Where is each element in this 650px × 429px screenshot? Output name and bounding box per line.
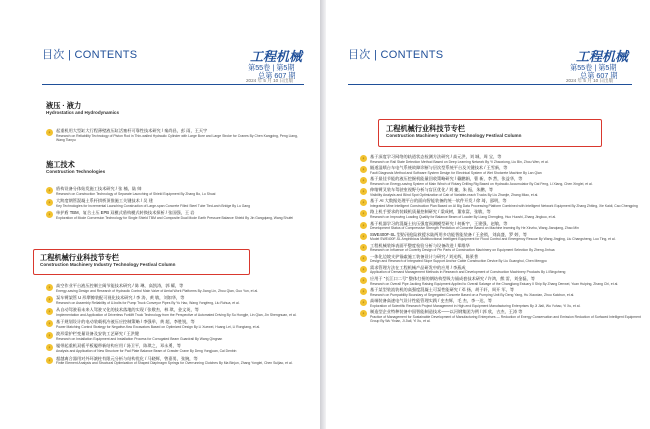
list-item[interactable]: p 履带起重机双板平板履带新结构应用 / 汤卫平，陈琪之，邓永勇，等 Analysis and Application of New Structure for Pad Plate Balance Beam of Crawler Crane By Deng Yongjuan, Cai Denbin	[46, 343, 304, 353]
article-list	[46, 283, 304, 366]
list-item[interactable]: p 制造型企业特种装备中国智能制造技术——以河钢集团为例 / 郭 欣，吉杰，王涛 等 Practice of Management for Sustainable Development of Manufacturing Enterprises — Reduction of Energy Conservation and Emission Reduction of Surfaced Intelligent Equipment Group By Wu Yixian, Ji Jiali, Yi Xu, et al.	[360, 309, 642, 324]
page-number-badge-icon: p	[46, 284, 53, 291]
section-heading: 液压 · 液力 Hydrostatics and Hydrodynamics	[46, 101, 120, 115]
page-number-badge-icon: p	[46, 199, 53, 206]
page-number-badge-icon: p	[360, 288, 367, 295]
list-item[interactable]: p 波形梁护栏变量设备及安装工艺研究 / 王洪键 Research on Installation Equipment and Installation Process for Corrugated Beam Guardrail By Wang Qingnan	[46, 331, 304, 341]
page-number-badge-icon: p	[360, 255, 367, 262]
article-list	[360, 154, 642, 324]
page-number-badge-icon: p	[46, 129, 53, 136]
page-number-badge-icon: p	[360, 210, 367, 217]
page-number-badge-icon: p	[46, 357, 53, 364]
list-item[interactable]: p SWE400F-SL 型防汛抢险救援水陆两用多功能智能装备 / 王金锁，刘高盛，罗 婷，等 Model SWE400F-SL Amphibious Multifunctional Intelligent Equipment for Flood Control and Emergency Rescue By Wang Jingjing, Liu Changsheng, Luo Ting, et al.	[360, 232, 642, 242]
page-number-badge-icon: p	[360, 222, 367, 229]
right-page	[326, 0, 650, 429]
issue-total: 总第 607 期	[580, 71, 618, 80]
page-number-badge-icon: p	[46, 344, 53, 351]
page-number-badge-icon: p	[360, 310, 367, 317]
list-item[interactable]: p 路上机手要求的装载机质量控制研究 / 梁成树，董家富，张敏，等 Research on Improving Loading Quality for Balance Beam of Loader By Liang Chengling, Huo Huoshi, Zhang Jingkuo, et al.	[360, 209, 642, 219]
list-item[interactable]: p 需求管理方法在工程机械产品研发中的应用 / 李燕成 Application of Demand Management Methods in Research and Development of Construction Machinery Products By Li Bingcheng	[360, 265, 642, 275]
page-number-badge-icon: p	[360, 266, 367, 273]
page-number-badge-icon: p	[46, 308, 53, 315]
list-item[interactable]: p 泵车臂架管 U 形摩擦装配可视化技术研究 / 李 涛，黄 敏，刘如华，等 Research on Assembly Reliability of U-bolts for Pump Truck Conveyor Pipes By Yu Hao, Wang Yongfeng, Liu Ruhua, et al.	[46, 295, 304, 305]
page-number-badge-icon: p	[360, 277, 367, 284]
page-number-badge-icon: p	[46, 296, 53, 303]
page-number-badge-icon: p	[360, 299, 367, 306]
contents-header: 目次 | CONTENTS	[348, 49, 444, 61]
header-rule	[348, 84, 632, 85]
journal-logo: 工程机械	[250, 49, 303, 64]
section-heading-highlighted: 工程机械行业科技节专栏 Construction Machinery Industry Technology Festival Column	[40, 253, 176, 267]
header-rule	[42, 84, 304, 85]
list-item[interactable]: p 基于某型装流装机的高强度混凝土可泵性能研究 / 邓 扬，胡于轩，周开 军，等 Research on Pumpability Boundary of Segregated Concrete Based on a Pumping Unit By Deng Yang, Hu Xiaoxian, Zhou Kaichun, et al.	[360, 287, 642, 297]
list-item[interactable]: p 起重机用大型缸大行程薄壁液压缸活塞杆可靠性技术研究 / 秦尚昌，彭 雨，王天宇 Research on Reliability Technology of Piston Rod in Thin-walled Hydraulic Cylinder with Large Bore and Large Stroke for Cranes By Chen Kangping, Peng Liang, Wang Tianyu	[46, 128, 304, 143]
volume-label: 第55卷 | 第5期	[570, 63, 617, 72]
list-item[interactable]: p 应用于 "长江口二号" 整体打捞的钢结构型吸力锚成套技术研究 / 许鸿，熊 雷，刘金磊，等 Research on Overall Pipe Jacking Raising Equipment Applied to Overall Salvage of the Changjiang Estuary II Ship By Zhang Denwei, Yuan Huiping, Zhang Chi, et al.	[360, 276, 642, 286]
list-item[interactable]: p 基于最佳节能的液压挖掘机能量回收策略研究 / 戴鹏娟，曹 新，李 然，张益华，等 Research on Energy-saving System of Main Winch of Rotary Drilling Rig Based on Hydraulic Accumulator By Dai Feng, Li Xiang, Chen Xinglei, et al.	[360, 176, 642, 186]
publish-date: 2024 年 5 月 10 日出版	[566, 78, 614, 83]
page-number-badge-icon: p	[46, 187, 53, 194]
list-item[interactable]: p 隧道湿喷台车电气系统故障诊断与层次型系统平台及关键技术 / 王雪新，等 Fault Diagnosis Method and Software System Design for Electrical System of Wet Shotcrete Machine By Lan Qian	[360, 165, 642, 175]
article-list	[46, 186, 304, 220]
list-item[interactable]: p 工程机械装饰表面平整度检验分析与设备改进 / 郑维华 Research on Influence of Coverity Design of Pin Parts of Construction Machinery on Equipment Selection By Zheng Jinhua	[360, 243, 642, 253]
list-item[interactable]: p 一体化边坡支护锚索施工装备设计与研究 / 刘光辉，陈景普 Design and Research of Integrated Slope Support Anchor Cable Construction Device By Liu Guanghui, Chen Mengpo	[360, 254, 642, 264]
issue-total: 总第 607 期	[258, 71, 296, 80]
list-item[interactable]: p 超越离合器用对外环滚柱有限元分析与结构优化 / 马晓辉，曾嘉男，张婉，等 Finite Element Analysis and Structural Optimization of Shaped Diaphragm Springs for Overrunning Clutches By Ma Binjun, Zhang Yonglei, Chen Suijiao, et al.	[46, 356, 304, 366]
list-item[interactable]: p 基于 AI 大数据处理平台的面向智能装备的统一软件开发 / 徐 琦，邵明，等 Integrated Mine Intelligent Construction Plan Based on AI Big Data Processing Platform Combined with Intelligent Network Equipment By Zhang Zhiting, Xie Kaidi, Cao Chengping	[360, 198, 642, 208]
contents-header: 目次 | CONTENTS	[42, 49, 138, 61]
page-number-badge-icon: p	[360, 166, 367, 173]
list-item[interactable]: p 基于深度学习网络的轨道状态检测方法研究 / 高元洪，刘 城，周 宝，等 Research on Rail State Detection Method Based on Deep Learning Network By Yi Zhaoxiong, Liu Bin, Zhou Wen, et al.	[360, 154, 642, 164]
list-item[interactable]: p 高端装备高速电气设计性能管理实践 / 史杰辉，毛 杰，李一达，等 Exploration of Scientific Research Project Management in High-end Equipment Manufacturing Enterprises By Ji Jiali, Wu Yuhao, Yi Xu, et al.	[360, 298, 642, 308]
list-item[interactable]: p 从自动驾驶看未来人驾驶又化的技术落地的实现 / 张敬杰，林 琪，金文英，等 Implementation and Application of Driverless Forklift Truck Technology from the Perspective of Automated Driving By Su Hongjie, Lin Qian, Jin Shengnuan, et al.	[46, 307, 304, 317]
list-item[interactable]: p 盾构设备分体始发施工技术研究 / 张 楠，陆 帅 Research on Construction Technology of Separate Launching of Shield Equipment By Zhang Bo, Lu Shuai	[46, 186, 304, 196]
page-number-badge-icon: p	[360, 177, 367, 184]
article-list	[46, 128, 304, 143]
page-number-badge-icon: p	[46, 211, 53, 218]
page-number-badge-icon: p	[360, 155, 367, 162]
section-heading: 施工技术 Construction Technologies	[46, 160, 106, 174]
list-item[interactable]: p 单护盾 TBM、复合土压 EPB 双模式盾构模式转换技术探析 / 张国强，王 岩 Exploration of Mode Conversion Technology for Single Shield TBM and Composite Dual Mode Earth Pressure Balance Shield By Jin Gangqiang, Wang Shufei	[46, 210, 304, 220]
page-number-badge-icon: p	[360, 233, 367, 240]
list-item[interactable]: p 伸缩臂叉装车驾驶室视野分析与盲区优化 / 刘 捷，朱 振，朱鹏，等 Visibility Analysis and Blind Spot Optimization of Cab of Variable-reach Trucks By Liu Zhanjie, Zhang Miao, et al.	[360, 187, 642, 197]
list-item[interactable]: p 基于机器学习的混凝土抗压强度预测模型研究 / 何新宇，王建强，赵敏，等 Development Status of Compressive Strength Prediction of Concrete Based on Machine learning By He Xinzhu, Wang Jianqiang, Zhao Min	[360, 221, 642, 231]
page-number-badge-icon: p	[46, 332, 53, 339]
left-page	[0, 0, 320, 429]
section-heading-highlighted: 工程机械行业科技节专栏 Construction Machinery Industry Technology Festival Column	[386, 124, 522, 138]
volume-label: 第55卷 | 第5期	[248, 63, 295, 72]
publish-date: 2024 年 5 月 10 日出版	[246, 78, 294, 83]
list-item[interactable]: p 高空作业平台液压控制主阀节能技术研究 / 陈 琳，高凯涛，郭 耀，等 Energy-saving Design and Research of Hydraulic Control Main Valve of Aerial Work Platforms By Jiang Lin, Zhou Qian, Guo Yun, et al.	[46, 283, 304, 293]
journal-logo: 工程机械	[576, 49, 629, 64]
page-number-badge-icon: p	[360, 199, 367, 206]
list-item[interactable]: p 基于规划设计的电动装载机冷液压应控制策略 / 李强举，黄 超，李胜锐，等 Power Matching Control Strategy for Negative-flow Excavators Based on Optimized Design By Li Xuewei, Huang Lei, Li Rongtang, et al.	[46, 319, 304, 329]
page-number-badge-icon: p	[360, 188, 367, 195]
list-item[interactable]: p 大跨度钢管混凝土系杆拱桥顶推施工关键技术 / 吴 建 Key Technologies for Incremental Launching Construction of Large-span Concrete Filled Steel Tube Tied-arch Bridge By Lu Gang	[46, 198, 304, 208]
page-number-badge-icon: p	[360, 244, 367, 251]
page-number-badge-icon: p	[46, 320, 53, 327]
